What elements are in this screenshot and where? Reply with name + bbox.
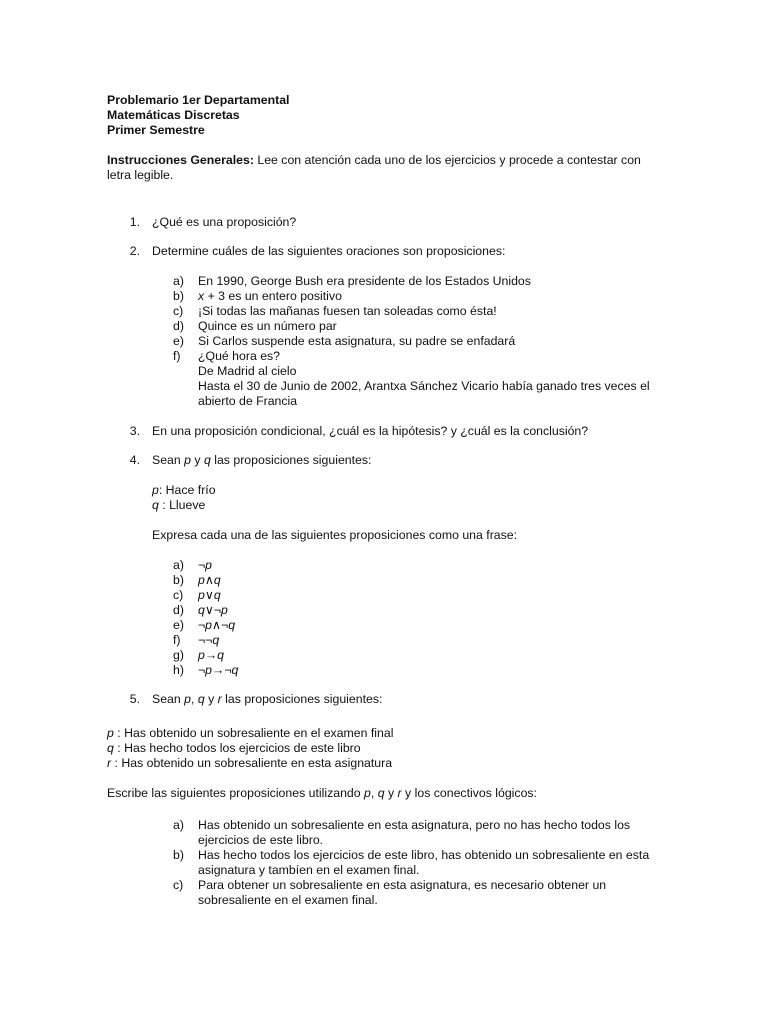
instructions-label: Instrucciones Generales: [107,153,254,167]
q2-extra-line: abierto de Francia [198,394,298,408]
q5-write-instruction: Escribe las siguientes proposiciones utilizando p, q y r y los conectivos lógicos: [107,786,537,800]
q5-definition-r: r : Has obtenido un sobresaliente en esta asignatura [107,756,393,770]
q4-number: 4. [129,453,140,467]
q1-text: ¿Qué es una proposición? [152,215,297,229]
q2-item-text: ¡Si todas las mañanas fuesen tan soleadas como ésta! [198,304,497,318]
q2-item-letter: c) [173,304,184,318]
q5-item-letter: a) [173,818,184,832]
q5-item-line: sobresaliente en el examen final. [198,893,378,907]
q2-item-variable: x [198,289,205,303]
q4-item-letter: c) [173,588,184,602]
document-subject: Matemáticas Discretas [107,108,240,122]
document-title: Problemario 1er Departamental [107,93,290,107]
q4-item-letter: h) [173,663,184,677]
q2-item-text: x + 3 es un entero positivo [198,289,342,303]
q5-definition-p: p : Has obtenido un sobresaliente en el examen final [107,726,394,740]
q4-definition-q: q : Llueve [152,498,206,512]
q4-item-letter: e) [173,618,184,632]
q2-item-letter: a) [173,274,184,288]
q4-definition-p: p: Hace frío [152,483,216,497]
q4-item-expression: p∨q [198,588,221,602]
q2-item-letter: f) [173,349,181,363]
q5-item-letter: b) [173,848,184,862]
q2-extra-line: Hasta el 30 de Junio de 2002, Arantxa Sánchez Vicario había ganado tres veces el [198,379,650,393]
q4-item-expression: ¬p∧¬q [198,618,236,632]
q1-number: 1. [129,215,140,229]
q2-extra-line: De Madrid al cielo [198,364,297,378]
instructions-line-2: letra legible. [107,168,174,182]
q4-item-letter: f) [173,633,181,647]
q4-item-expression: p→q [198,648,224,662]
q4-item-letter: d) [173,603,184,617]
q5-text: Sean p, q y r las proposiciones siguientes: [152,692,383,706]
q2-text: Determine cuáles de las siguientes oraciones son proposiciones: [152,244,506,258]
q2-item-text: En 1990, George Bush era presidente de los Estados Unidos [198,274,531,288]
q2-item-letter: e) [173,334,184,348]
q4-item-letter: g) [173,648,184,662]
q2-item-text: ¿Qué hora es? [198,349,281,363]
q5-item-line: Para obtener un sobresaliente en esta asignatura, es necesario obtener un [198,878,607,892]
q2-item-text: Si Carlos suspende esta asignatura, su padre se enfadará [198,334,516,348]
q5-item-line: ejercicios de este libro. [198,833,324,847]
q2-item-letter: b) [173,289,184,303]
instructions-line-1 [107,153,641,168]
q5-definition-q: q : Has hecho todos los ejercicios de este libro [107,741,361,755]
q4-item-letter: b) [173,573,184,587]
q4-item-expression: q∨¬p [198,603,228,617]
q5-item-line: Has hecho todos los ejercicios de este libro, has obtenido un sobresaliente en esta [198,848,650,862]
q4-text: Sean p y q las proposiciones siguientes: [152,453,372,467]
q2-number: 2. [129,244,140,258]
q5-item-letter: c) [173,878,184,892]
q4-item-expression: ¬¬q [198,633,220,647]
q3-text: En una proposición condicional, ¿cuál es la hipótesis? y ¿cuál es la conclusión? [152,424,589,438]
q3-number: 3. [129,424,140,438]
q4-item-expression: p∧q [198,573,221,587]
document-semester: Primer Semestre [107,123,205,137]
q4-item-expression: ¬p→¬q [198,663,239,677]
instructions-text: Lee con atención cada uno de los ejercicios y procede a contestar con [257,153,641,167]
q5-item-line: Has obtenido un sobresaliente en esta asignatura, pero no has hecho todos los [198,818,631,832]
q2-item-letter: d) [173,319,184,333]
q5-item-line: asignatura y tambíen en el examen final. [198,863,420,877]
q4-instruction: Expresa cada una de las siguientes proposiciones como una frase: [152,528,518,542]
q4-item-expression: ¬p [198,558,213,572]
q4-item-letter: a) [173,558,184,572]
q2-item-text: Quince es un número par [198,319,337,333]
q5-number: 5. [129,692,140,706]
